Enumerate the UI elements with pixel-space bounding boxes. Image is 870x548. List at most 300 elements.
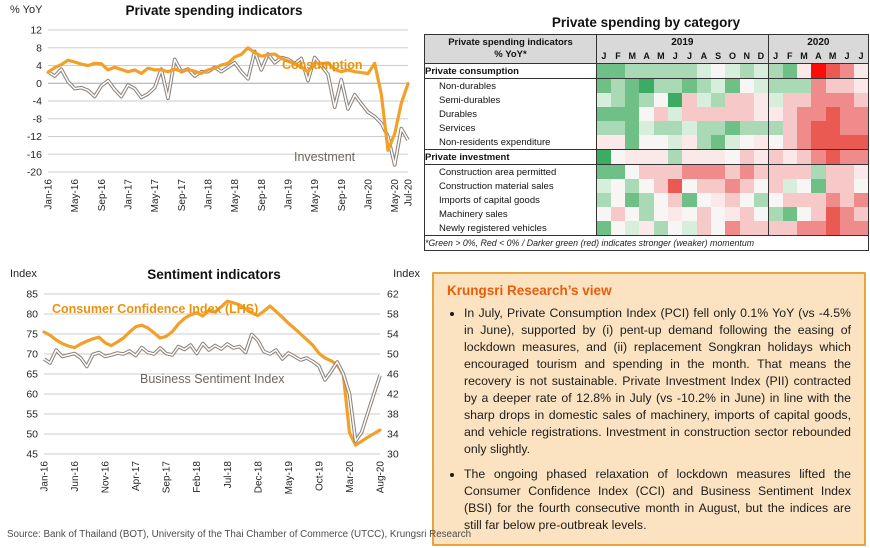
heatmap-cell bbox=[768, 93, 782, 107]
x-tick-label: Oct-19 bbox=[314, 461, 326, 492]
heatmap-cell bbox=[597, 165, 611, 180]
y-tick-label: 45 bbox=[26, 448, 38, 461]
row-label: Newly registered vehicles bbox=[425, 221, 597, 236]
heatmap-cell bbox=[639, 79, 653, 94]
heatmap-cell bbox=[682, 121, 696, 135]
heatmap-cell bbox=[639, 165, 653, 180]
x-tick-label: May-20 bbox=[390, 179, 402, 213]
heatmap-cell bbox=[639, 121, 653, 135]
x-tick-label: May-19 bbox=[310, 179, 322, 213]
heatmap-cell bbox=[697, 150, 711, 165]
month-header: M bbox=[797, 49, 811, 64]
series-line-core bbox=[44, 335, 380, 442]
heatmap-cell bbox=[754, 135, 768, 150]
heatmap-cell bbox=[768, 193, 782, 207]
heatmap-cell bbox=[740, 179, 754, 193]
y-tick-label: -12 bbox=[26, 131, 42, 143]
y-axis-unit: % YoY bbox=[10, 4, 43, 16]
heatmap-cell bbox=[654, 165, 668, 180]
heatmap-cell bbox=[811, 221, 825, 236]
bsi-series-label: Business Sentiment Index bbox=[140, 372, 285, 386]
row-label: Construction material sales bbox=[425, 179, 597, 193]
y-tick-label-right: 54 bbox=[387, 328, 399, 341]
cci-series-label: Consumer Confidence Index (LHS) bbox=[52, 302, 259, 316]
heatmap-cell bbox=[668, 207, 682, 221]
heatmap-cell bbox=[639, 93, 653, 107]
y-tick-label: 80 bbox=[26, 308, 38, 321]
heatmap-cell bbox=[840, 107, 854, 121]
heatmap-cell bbox=[797, 93, 811, 107]
view-box-title: Krungsri Research’s view bbox=[447, 283, 612, 298]
heatmap-cell bbox=[740, 64, 754, 79]
heatmap-cell bbox=[668, 193, 682, 207]
x-tick-label: Aug-20 bbox=[375, 461, 387, 494]
month-header: J bbox=[682, 49, 696, 64]
x-tick-label: Jun-16 bbox=[70, 461, 81, 492]
row-label: Imports of capital goods bbox=[425, 193, 597, 207]
heatmap-cell bbox=[654, 150, 668, 165]
heatmap-cell bbox=[711, 79, 725, 94]
heatmap-cell bbox=[797, 207, 811, 221]
heatmap-cell bbox=[682, 64, 696, 79]
month-header: D bbox=[754, 49, 768, 64]
heatmap-cell bbox=[725, 79, 739, 94]
heatmap-cell bbox=[826, 221, 840, 236]
heatmap-cell bbox=[711, 121, 725, 135]
heatmap-cell bbox=[639, 179, 653, 193]
y-tick-label-right: 38 bbox=[387, 408, 399, 421]
heatmap-cell bbox=[811, 107, 825, 121]
y-tick-label-right: 30 bbox=[387, 448, 399, 461]
heatmap-cell bbox=[754, 193, 768, 207]
heatmap-cell bbox=[725, 135, 739, 150]
heatmap-cell bbox=[840, 79, 854, 94]
heatmap-cell bbox=[854, 107, 868, 121]
series-line-outer bbox=[44, 335, 380, 442]
heatmap-cell bbox=[783, 121, 797, 135]
heatmap-cell bbox=[840, 207, 854, 221]
heatmap-cell bbox=[811, 79, 825, 94]
heatmap-cell bbox=[625, 179, 639, 193]
heatmap-cell bbox=[768, 221, 782, 236]
heatmap-cell bbox=[768, 207, 782, 221]
heatmap-corner-header: Private spending indicators % YoY* bbox=[425, 35, 597, 64]
heatmap-cell bbox=[768, 121, 782, 135]
heatmap-cell bbox=[797, 107, 811, 121]
heatmap-cell bbox=[697, 165, 711, 180]
row-label: Construction area permitted bbox=[425, 165, 597, 180]
heatmap-cell bbox=[682, 207, 696, 221]
heatmap-cell bbox=[754, 79, 768, 94]
heatmap-cell bbox=[668, 221, 682, 236]
heatmap-cell bbox=[654, 79, 668, 94]
heatmap-cell bbox=[725, 121, 739, 135]
heatmap-cell bbox=[783, 179, 797, 193]
y-tick-label: 75 bbox=[26, 328, 38, 341]
heatmap-cell bbox=[725, 64, 739, 79]
heatmap-cell bbox=[854, 207, 868, 221]
sentiment-plot bbox=[6, 286, 418, 526]
heatmap-cell bbox=[654, 207, 668, 221]
heatmap-cell bbox=[854, 150, 868, 165]
heatmap-cell bbox=[611, 64, 625, 79]
heatmap-cell bbox=[797, 121, 811, 135]
y-tick-label: 50 bbox=[26, 428, 38, 441]
heatmap-cell bbox=[740, 121, 754, 135]
heatmap-cell bbox=[668, 179, 682, 193]
heatmap-cell bbox=[854, 79, 868, 94]
y-tick-label: 65 bbox=[26, 368, 38, 381]
x-tick-label: Jan-17 bbox=[123, 179, 135, 210]
row-label: Non-durables bbox=[425, 79, 597, 94]
heatmap-cell bbox=[725, 207, 739, 221]
y-tick-label-right: 34 bbox=[387, 428, 399, 441]
x-tick-label: Sep-19 bbox=[336, 179, 348, 212]
heatmap-cell bbox=[768, 79, 782, 94]
heatmap-cell bbox=[668, 165, 682, 180]
heatmap-cell bbox=[754, 107, 768, 121]
heatmap-cell bbox=[840, 193, 854, 207]
heatmap-cell bbox=[783, 193, 797, 207]
heatmap-cell bbox=[811, 64, 825, 79]
month-header: N bbox=[740, 49, 754, 64]
heatmap-cell bbox=[797, 221, 811, 236]
heatmap-cell bbox=[725, 107, 739, 121]
y-tick-label: 0 bbox=[36, 77, 42, 90]
view-bullet: • In July, Private Consumption Index (PCI) fell only 0.1% YoY (vs -4.5% in June), supported by (i) pent-up demand following the easing of lockdown measures, and (ii) replacement Songkran holidays which encouraged tourism and spending in the month. That means the recovery is not sustainable. Private Investment Index (PII) contracted by a deeper rate of 12.8% in July (vs -10.2% in June) in line with the sharp drops in domestic sales of machinery, imports of capital goods, and vehicle registrations. Investment in construction sector rebounded only slightly. bbox=[464, 305, 851, 458]
heatmap-cell bbox=[697, 64, 711, 79]
x-tick-label: Apr-17 bbox=[131, 461, 143, 492]
heatmap-cell bbox=[697, 121, 711, 135]
heatmap-cell bbox=[654, 221, 668, 236]
heatmap-cell bbox=[611, 207, 625, 221]
row-label: Semi-durables bbox=[425, 93, 597, 107]
heatmap-cell bbox=[597, 179, 611, 193]
heatmap-cell bbox=[725, 93, 739, 107]
heatmap-cell bbox=[711, 221, 725, 236]
heatmap-cell bbox=[826, 207, 840, 221]
heatmap-cell bbox=[711, 207, 725, 221]
heatmap-cell bbox=[639, 64, 653, 79]
heatmap-cell bbox=[826, 93, 840, 107]
heatmap-cell bbox=[854, 64, 868, 79]
heatmap-cell bbox=[682, 193, 696, 207]
heatmap-cell bbox=[697, 221, 711, 236]
heatmap-cell bbox=[797, 150, 811, 165]
heatmap-cell bbox=[711, 107, 725, 121]
heatmap-cell bbox=[854, 165, 868, 180]
month-header: M bbox=[654, 49, 668, 64]
y-tick-label: -8 bbox=[32, 113, 42, 126]
sentiment-chart bbox=[6, 266, 422, 528]
month-header: A bbox=[639, 49, 653, 64]
heatmap-cell bbox=[611, 150, 625, 165]
month-header: M bbox=[625, 49, 639, 64]
heatmap-cell bbox=[654, 135, 668, 150]
y-tick-label: 60 bbox=[26, 388, 38, 401]
year-header: 2020 bbox=[768, 35, 868, 50]
heatmap-cell bbox=[597, 64, 611, 79]
heatmap-cell bbox=[768, 179, 782, 193]
heatmap-cell bbox=[711, 150, 725, 165]
heatmap-cell bbox=[783, 165, 797, 180]
heatmap-cell bbox=[768, 107, 782, 121]
heatmap-cell bbox=[740, 79, 754, 94]
heatmap-cell bbox=[740, 93, 754, 107]
x-tick-label: Dec-18 bbox=[253, 461, 265, 494]
heatmap-cell bbox=[668, 93, 682, 107]
x-tick-label: Jul-18 bbox=[222, 461, 234, 489]
month-header: J bbox=[840, 49, 854, 64]
research-view-box bbox=[432, 272, 866, 546]
y-tick-label-right: 42 bbox=[387, 388, 399, 401]
consumption-series-label: Consumption bbox=[282, 58, 363, 72]
x-tick-label: Sep-16 bbox=[96, 179, 108, 212]
x-tick-label: Sep-17 bbox=[161, 461, 173, 494]
heatmap-cell bbox=[639, 207, 653, 221]
heatmap-cell bbox=[611, 107, 625, 121]
spending-heatmap-table bbox=[424, 34, 869, 251]
row-label: Private consumption bbox=[425, 64, 597, 79]
month-header: J bbox=[668, 49, 682, 64]
month-header: F bbox=[611, 49, 625, 64]
heatmap-cell bbox=[783, 150, 797, 165]
heatmap-cell bbox=[797, 64, 811, 79]
y-tick-label-right: 58 bbox=[387, 308, 399, 321]
heatmap-legend-note: *Green > 0%, Red < 0% / Darker green (red) indicates stronger (weaker) momentum bbox=[425, 236, 869, 251]
heatmap-cell bbox=[811, 121, 825, 135]
spending-heatmap bbox=[424, 14, 868, 251]
heatmap-cell bbox=[711, 179, 725, 193]
x-tick-label: Nov-16 bbox=[100, 461, 112, 494]
heatmap-cell bbox=[811, 165, 825, 180]
heatmap-cell bbox=[682, 135, 696, 150]
heatmap-cell bbox=[783, 135, 797, 150]
heatmap-cell bbox=[811, 150, 825, 165]
x-tick-label: Mar-20 bbox=[345, 461, 356, 493]
year-header: 2019 bbox=[597, 35, 769, 50]
heatmap-cell bbox=[740, 193, 754, 207]
heatmap-cell bbox=[783, 107, 797, 121]
heatmap-cell bbox=[797, 179, 811, 193]
heatmap-cell bbox=[826, 121, 840, 135]
heatmap-cell bbox=[625, 135, 639, 150]
heatmap-cell bbox=[654, 179, 668, 193]
heatmap-cell bbox=[826, 165, 840, 180]
y-tick-label: 8 bbox=[36, 42, 42, 55]
heatmap-cell bbox=[811, 93, 825, 107]
heatmap-cell bbox=[840, 165, 854, 180]
row-label: Non-residents expenditure bbox=[425, 135, 597, 150]
heatmap-cell bbox=[725, 179, 739, 193]
heatmap-cell bbox=[682, 221, 696, 236]
heatmap-cell bbox=[840, 93, 854, 107]
heatmap-cell bbox=[625, 107, 639, 121]
chart-title: Private spending indicators bbox=[125, 3, 303, 18]
heatmap-cell bbox=[725, 193, 739, 207]
month-header: A bbox=[811, 49, 825, 64]
heatmap-cell bbox=[797, 193, 811, 207]
x-tick-label: Sep-17 bbox=[176, 179, 188, 212]
heatmap-cell bbox=[682, 150, 696, 165]
heatmap-cell bbox=[625, 207, 639, 221]
row-label: Durables bbox=[425, 107, 597, 121]
heatmap-cell bbox=[725, 165, 739, 180]
x-tick-label: May-19 bbox=[283, 461, 295, 495]
heatmap-cell bbox=[697, 107, 711, 121]
heatmap-cell bbox=[625, 121, 639, 135]
heatmap-cell bbox=[654, 193, 668, 207]
heatmap-cell bbox=[639, 221, 653, 236]
x-tick-label: May-18 bbox=[230, 179, 242, 213]
heatmap-cell bbox=[811, 207, 825, 221]
heatmap-cell bbox=[711, 135, 725, 150]
month-header: S bbox=[711, 49, 725, 64]
left-axis-unit: Index bbox=[10, 268, 37, 280]
heatmap-cell bbox=[754, 179, 768, 193]
heatmap-cell bbox=[611, 193, 625, 207]
y-tick-label: 85 bbox=[26, 288, 38, 301]
row-label: Private investment bbox=[425, 150, 597, 165]
heatmap-cell bbox=[783, 79, 797, 94]
heatmap-cell bbox=[697, 179, 711, 193]
heatmap-cell bbox=[711, 193, 725, 207]
heatmap-cell bbox=[826, 79, 840, 94]
row-label: Services bbox=[425, 121, 597, 135]
heatmap-cell bbox=[654, 121, 668, 135]
heatmap-cell bbox=[611, 179, 625, 193]
heatmap-cell bbox=[597, 79, 611, 94]
heatmap-cell bbox=[682, 79, 696, 94]
view-bullet: • The ongoing phased relaxation of lockdown measures lifted the Consumer Confidence Index (CCI) and Business Sentiment Index (BSI) for the fourth consecutive month in August, but the indices are still far below pre-outbreak levels. bbox=[464, 466, 851, 534]
heatmap-cell bbox=[826, 150, 840, 165]
heatmap-cell bbox=[697, 207, 711, 221]
heatmap-cell bbox=[826, 179, 840, 193]
heatmap-cell bbox=[711, 93, 725, 107]
y-tick-label-right: 50 bbox=[387, 348, 399, 361]
heatmap-cell bbox=[854, 179, 868, 193]
heatmap-cell bbox=[768, 150, 782, 165]
heatmap-cell bbox=[768, 135, 782, 150]
chart-title: Sentiment indicators bbox=[147, 267, 281, 282]
heatmap-cell bbox=[768, 165, 782, 180]
heatmap-cell bbox=[783, 93, 797, 107]
heatmap-cell bbox=[840, 179, 854, 193]
source-note: Source: Bank of Thailand (BOT), University of the Thai Chamber of Commerce (UTCC), Krungsri Research bbox=[7, 529, 472, 540]
heatmap-cell bbox=[597, 135, 611, 150]
month-header: M bbox=[826, 49, 840, 64]
heatmap-cell bbox=[611, 93, 625, 107]
heatmap-cell bbox=[682, 93, 696, 107]
heatmap-cell bbox=[697, 135, 711, 150]
y-tick-label: -16 bbox=[26, 148, 42, 161]
y-tick-label: 55 bbox=[26, 408, 38, 421]
heatmap-cell bbox=[639, 193, 653, 207]
heatmap-cell bbox=[740, 165, 754, 180]
month-header: J bbox=[597, 49, 611, 64]
y-tick-label-right: 46 bbox=[387, 368, 399, 381]
heatmap-cell bbox=[625, 64, 639, 79]
heatmap-cell bbox=[682, 165, 696, 180]
x-tick-label: Feb-18 bbox=[192, 461, 204, 493]
month-header: J bbox=[768, 49, 782, 64]
y-tick-label: -4 bbox=[32, 95, 42, 108]
heatmap-cell bbox=[654, 93, 668, 107]
heatmap-cell bbox=[854, 221, 868, 236]
heatmap-cell bbox=[668, 121, 682, 135]
x-tick-label: Jan-16 bbox=[39, 461, 51, 492]
heatmap-cell bbox=[797, 165, 811, 180]
heatmap-cell bbox=[797, 135, 811, 150]
heatmap-cell bbox=[611, 135, 625, 150]
heatmap-cell bbox=[754, 93, 768, 107]
heatmap-cell bbox=[854, 135, 868, 150]
y-tick-label: 12 bbox=[30, 24, 42, 37]
heatmap-cell bbox=[754, 165, 768, 180]
heatmap-cell bbox=[668, 107, 682, 121]
heatmap-cell bbox=[783, 64, 797, 79]
heatmap-cell bbox=[625, 150, 639, 165]
heatmap-cell bbox=[597, 121, 611, 135]
heatmap-cell bbox=[639, 107, 653, 121]
heatmap-cell bbox=[611, 165, 625, 180]
heatmap-cell bbox=[826, 107, 840, 121]
heatmap-cell bbox=[740, 150, 754, 165]
heatmap-cell bbox=[625, 79, 639, 94]
heatmap-cell bbox=[654, 107, 668, 121]
heatmap-cell bbox=[597, 221, 611, 236]
heatmap-cell bbox=[668, 135, 682, 150]
x-tick-label: Jan-18 bbox=[203, 179, 215, 210]
heatmap-cell bbox=[639, 135, 653, 150]
heatmap-cell bbox=[740, 221, 754, 236]
x-tick-label: May-16 bbox=[70, 179, 82, 213]
heatmap-cell bbox=[783, 221, 797, 236]
heatmap-cell bbox=[840, 150, 854, 165]
heatmap-cell bbox=[597, 93, 611, 107]
heatmap-cell bbox=[754, 221, 768, 236]
heatmap-cell bbox=[811, 193, 825, 207]
x-tick-label: May-17 bbox=[150, 179, 162, 213]
heatmap-cell bbox=[725, 150, 739, 165]
heatmap-cell bbox=[740, 135, 754, 150]
private-spending-plot bbox=[6, 22, 416, 254]
heatmap-cell bbox=[625, 93, 639, 107]
heatmap-cell bbox=[668, 64, 682, 79]
x-tick-label: Jan-20 bbox=[363, 179, 375, 210]
view-bullet-list bbox=[447, 305, 851, 534]
y-tick-label-right: 62 bbox=[387, 288, 399, 301]
heatmap-cell bbox=[597, 150, 611, 165]
heatmap-cell bbox=[740, 207, 754, 221]
heatmap-cell bbox=[768, 64, 782, 79]
heatmap-cell bbox=[639, 150, 653, 165]
heatmap-cell bbox=[826, 193, 840, 207]
heatmap-cell bbox=[597, 193, 611, 207]
heatmap-cell bbox=[754, 207, 768, 221]
y-tick-label: 4 bbox=[36, 60, 42, 72]
investment-series-label: Investment bbox=[294, 150, 356, 164]
month-header: O bbox=[725, 49, 739, 64]
row-label: Machinery sales bbox=[425, 207, 597, 221]
heatmap-cell bbox=[654, 64, 668, 79]
heatmap-cell bbox=[854, 93, 868, 107]
heatmap-cell bbox=[811, 179, 825, 193]
heatmap-cell bbox=[597, 107, 611, 121]
heatmap-cell bbox=[754, 150, 768, 165]
heatmap-cell bbox=[754, 121, 768, 135]
y-tick-label: 70 bbox=[26, 348, 38, 361]
